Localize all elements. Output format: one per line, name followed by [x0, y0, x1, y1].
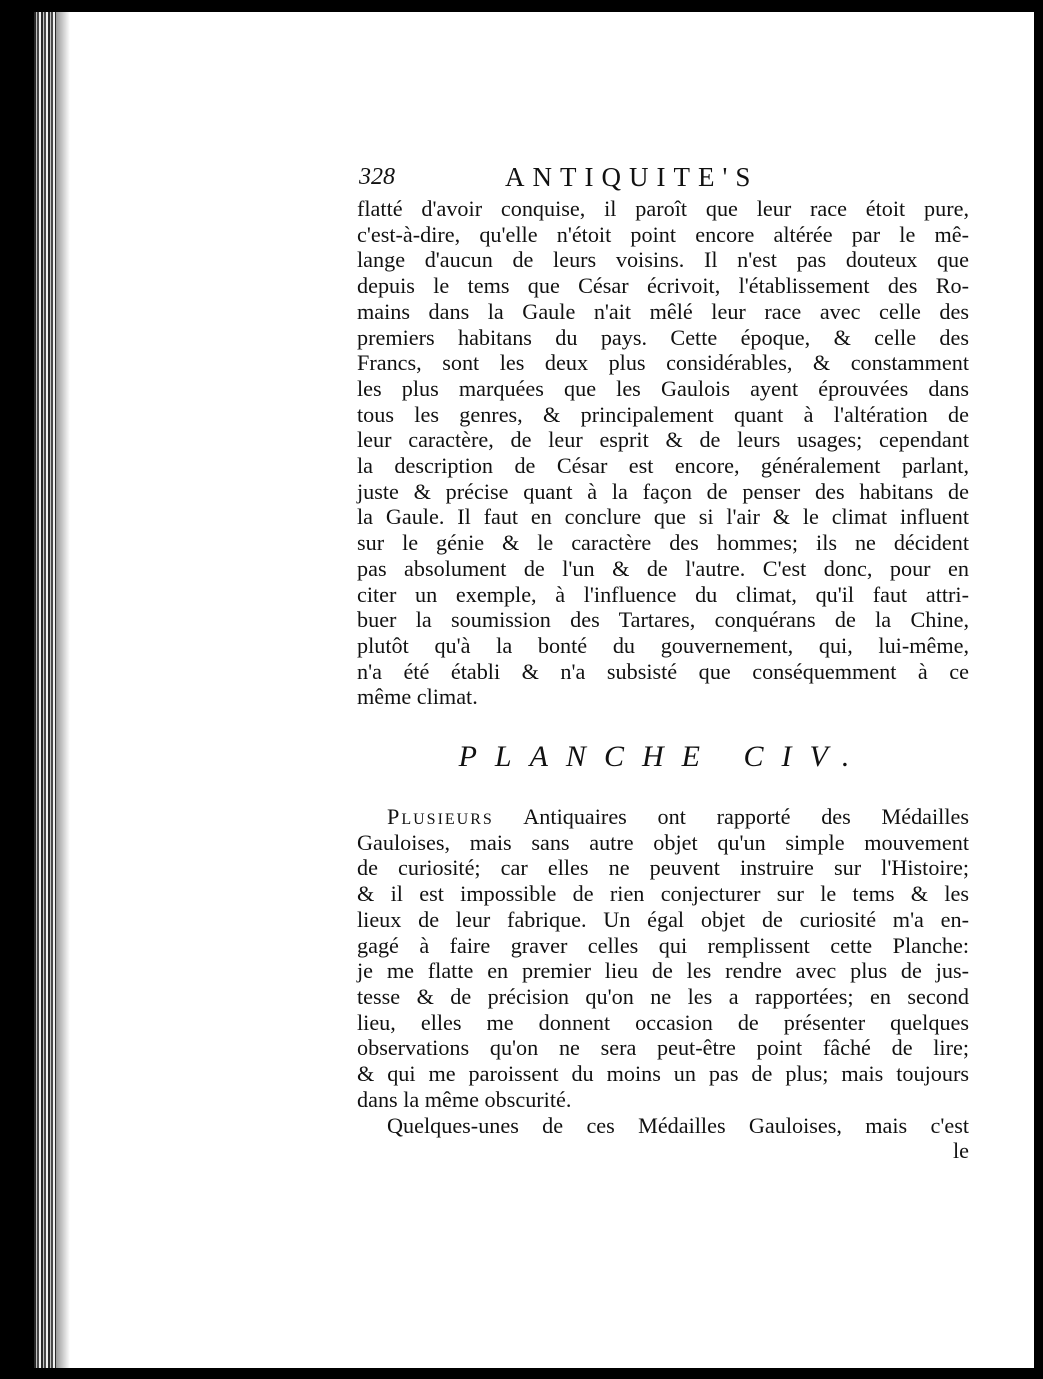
text-line: la Gaule. Il faut en conclure que si l'air & le climat influent: [357, 504, 969, 530]
paragraph-1: [357, 196, 969, 710]
gutter-shadow: [56, 12, 70, 1368]
text-line: lange d'aucun de leurs voisins. Il n'est pas douteux que: [357, 247, 969, 273]
paragraph-2: [357, 804, 969, 1112]
text-line: leur caractère, de leur esprit & de leurs usages; cependant: [357, 427, 969, 453]
text-line: juste & précise quant à la façon de penser des habitans de: [357, 478, 969, 504]
text-line: même climat.: [357, 684, 478, 710]
text-line: mains dans la Gaule n'ait mêlé leur race avec celle des: [357, 298, 969, 324]
text-block: [357, 162, 969, 1164]
text-line: flatté d'avoir conquise, il paroît que leur race étoit pure,: [357, 196, 969, 221]
text-line: [357, 804, 969, 830]
lead-word: Plusieurs: [387, 804, 494, 830]
text-line: dans la même obscurité.: [357, 1086, 572, 1112]
text-line: Quelques-unes de ces Médailles Gauloises, mais c'est: [387, 1112, 969, 1138]
first-line-text: Antiquaires ont rapporté des Médailles: [493, 804, 969, 830]
running-title: ANTIQUITE'S: [505, 162, 759, 192]
text-line: premiers habitans du pays. Cette époque, & celle des: [357, 324, 969, 350]
running-head: [357, 162, 969, 194]
text-line: je me flatte en premier lieu de les rendre avec plus de jus-: [357, 958, 969, 984]
section-heading: PLANCHE CIV.: [458, 740, 868, 774]
text-line: citer un exemple, à l'influence du climat, qu'il faut attri-: [357, 581, 969, 607]
page-gutter: [34, 12, 56, 1368]
text-line: lieu, elles me donnent occasion de présenter quelques: [357, 1009, 969, 1035]
catchword: le: [952, 1138, 969, 1164]
book-page: [34, 12, 1034, 1368]
text-line: pas absolument de l'un & de l'autre. C'est donc, pour en: [357, 555, 969, 581]
text-line: lieux de leur fabrique. Un égal objet de curiosité m'a en-: [357, 906, 969, 932]
text-line: tesse & de précision qu'on ne les a rapportées; en second: [357, 983, 969, 1009]
text-line: les plus marquées que les Gaulois ayent éprouvées dans: [357, 375, 969, 401]
text-line: sur le génie & le caractère des hommes; ils ne décident: [357, 530, 969, 556]
text-line: plutôt qu'à la bonté du gouvernement, qui, lui-même,: [357, 632, 969, 658]
text-line: tous les genres, & principalement quant à l'altération de: [357, 401, 969, 427]
text-line: c'est-à-dire, qu'elle n'étoit point encore altérée par le mê-: [357, 221, 969, 247]
text-line: buer la soumission des Tartares, conquérans de la Chine,: [357, 607, 969, 633]
text-line: & il est impossible de rien conjecturer sur le tems & les: [357, 881, 969, 907]
text-line: Francs, sont les deux plus considérables, & constamment: [357, 350, 969, 376]
text-line: n'a été établi & n'a subsisté que conséquemment à ce: [357, 658, 969, 684]
page-number: 328: [359, 164, 395, 190]
text-line: Gauloises, mais sans autre objet qu'un simple mouvement: [357, 829, 969, 855]
text-line: observations qu'on ne sera peut-être point fâché de lire;: [357, 1035, 969, 1061]
text-line: gagé à faire graver celles qui remplissent cette Planche:: [357, 932, 969, 958]
text-line: la description de César est encore, généralement parlant,: [357, 453, 969, 479]
text-line: & qui me paroissent du moins un pas de plus; mais toujours: [357, 1061, 969, 1087]
paragraph-3: [357, 1113, 969, 1164]
text-line: de curiosité; car elles ne peuvent instruire sur l'Histoire;: [357, 855, 969, 881]
text-line: depuis le tems que César écrivoit, l'établissement des Ro-: [357, 273, 969, 299]
